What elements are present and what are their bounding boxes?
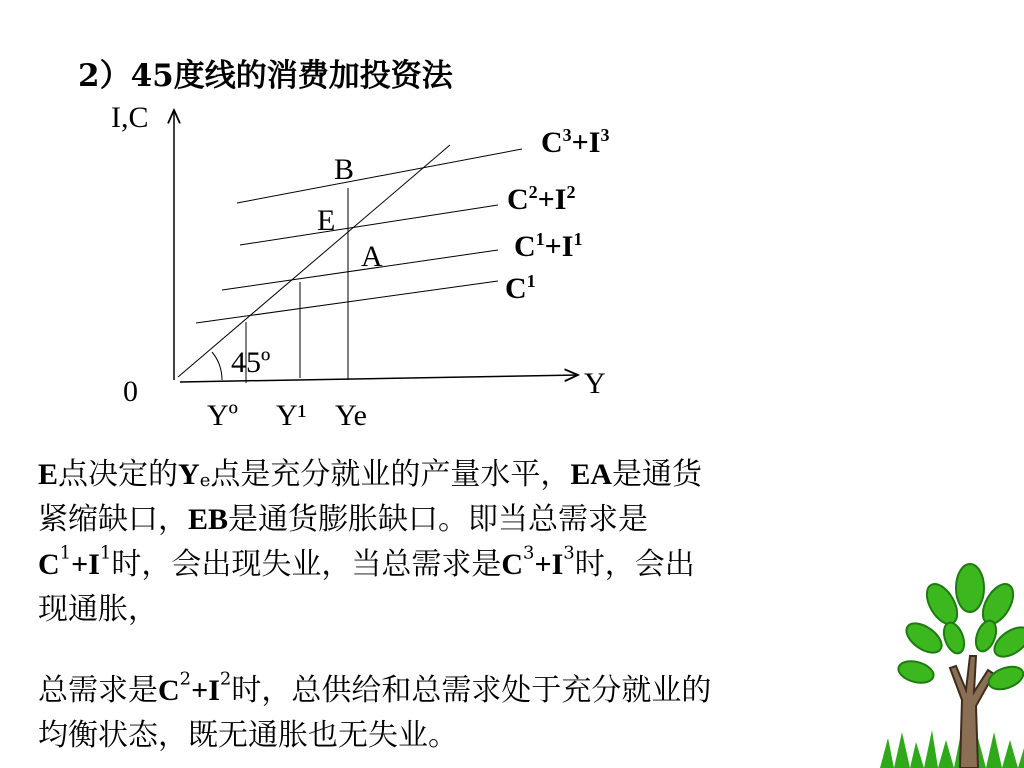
angle-label: 45º: [231, 346, 271, 379]
x-axis-label: Y: [584, 367, 606, 400]
c2i2-line: [240, 205, 498, 245]
point-label-a: A: [361, 240, 383, 273]
equilibrium-line-2: 均衡状态，既无通胀也无失业。: [38, 718, 458, 753]
line-label-c1: $C^1$: [505, 271, 536, 305]
point-label-e: E: [317, 204, 336, 237]
explanation-line-2: 紧缩缺口，EB是通货膨胀缺口。即当总需求是: [38, 502, 649, 537]
equilibrium-paragraph: [38, 668, 938, 758]
explanation-paragraph: [38, 452, 938, 632]
45-degree-arc: [212, 352, 222, 380]
explanation-line-1: E点决定的$Y_e$点是充分就业的产量水平，EA是通货: [38, 457, 703, 492]
tree-icon: [880, 560, 1024, 768]
slide-title: 2）45度线的消费加投资法: [78, 58, 453, 94]
45-degree-line: [178, 145, 450, 377]
line-label-c2i2: $C^2+I^2$: [507, 182, 576, 216]
c1i1-line: [222, 250, 498, 290]
point-label-b: B: [334, 153, 355, 186]
origin-label: 0: [123, 375, 138, 408]
x-tick-label-y0: Yº: [207, 399, 238, 432]
explanation-line-3: $C^1+I^1$时，会出现失业，当总需求是$C^3+I^3$时，会出: [38, 542, 695, 582]
y-axis-label: I,C: [111, 101, 149, 134]
explanation-line-4: 现通胀，: [38, 592, 158, 627]
equilibrium-line-1: 总需求是$C^2+I^2$时，总供给和总需求处于充分就业的: [38, 668, 712, 708]
c3i3-line: [237, 149, 522, 203]
line-label-c1i1: $C^1+I^1$: [514, 229, 583, 263]
x-tick-label-y1: Y¹: [276, 399, 307, 432]
line-label-c3i3: $C^3+I^3$: [541, 125, 610, 159]
x-tick-label-ye: Ye: [335, 399, 367, 432]
